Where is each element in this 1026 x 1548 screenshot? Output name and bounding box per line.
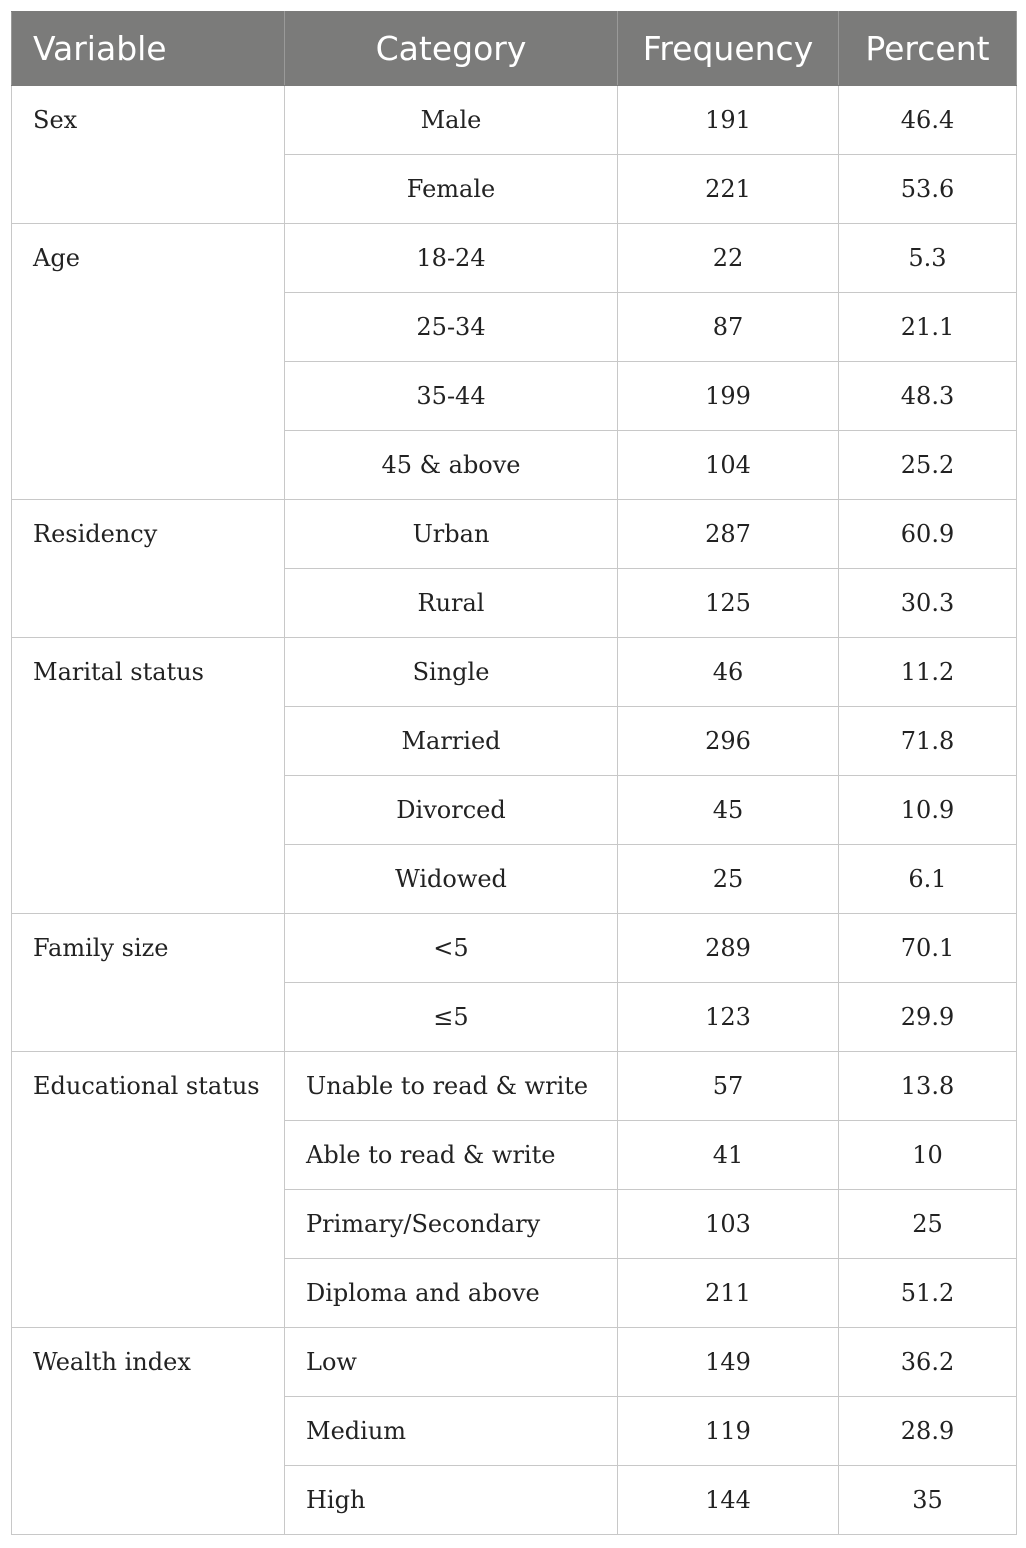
percent-cell: 25.2 [839, 431, 1017, 500]
frequency-cell: 199 [618, 362, 839, 431]
frequency-cell: 211 [618, 1259, 839, 1328]
frequency-cell: 287 [618, 500, 839, 569]
percent-cell: 6.1 [839, 845, 1017, 914]
percent-cell: 60.9 [839, 500, 1017, 569]
category-cell: Able to read & write [285, 1121, 618, 1190]
table-row [12, 1052, 1017, 1121]
category-cell: Widowed [285, 845, 618, 914]
variable-cell: Wealth index [12, 1328, 285, 1535]
percent-cell: 10.9 [839, 776, 1017, 845]
frequency-cell: 87 [618, 293, 839, 362]
category-cell: Low [285, 1328, 618, 1397]
category-cell: High [285, 1466, 618, 1535]
percent-cell: 30.3 [839, 569, 1017, 638]
demographics-table [11, 11, 1017, 1535]
variable-cell: Marital status [12, 638, 285, 914]
percent-cell: 11.2 [839, 638, 1017, 707]
category-cell: Diploma and above [285, 1259, 618, 1328]
percent-cell: 25 [839, 1190, 1017, 1259]
percent-cell: 70.1 [839, 914, 1017, 983]
table-row [12, 86, 1017, 155]
table-row [12, 1328, 1017, 1397]
frequency-cell: 221 [618, 155, 839, 224]
category-cell: Divorced [285, 776, 618, 845]
variable-cell: Age [12, 224, 285, 500]
category-cell: 18-24 [285, 224, 618, 293]
percent-cell: 28.9 [839, 1397, 1017, 1466]
category-cell: Female [285, 155, 618, 224]
frequency-cell: 57 [618, 1052, 839, 1121]
category-cell: 25-34 [285, 293, 618, 362]
header-category: Category [285, 12, 618, 86]
frequency-cell: 45 [618, 776, 839, 845]
percent-cell: 5.3 [839, 224, 1017, 293]
category-cell: <5 [285, 914, 618, 983]
percent-cell: 35 [839, 1466, 1017, 1535]
percent-cell: 21.1 [839, 293, 1017, 362]
category-cell: Married [285, 707, 618, 776]
category-cell: Primary/Secondary [285, 1190, 618, 1259]
percent-cell: 71.8 [839, 707, 1017, 776]
percent-cell: 53.6 [839, 155, 1017, 224]
header-percent: Percent [839, 12, 1017, 86]
percent-cell: 46.4 [839, 86, 1017, 155]
header-variable: Variable [12, 12, 285, 86]
frequency-cell: 25 [618, 845, 839, 914]
frequency-cell: 296 [618, 707, 839, 776]
frequency-cell: 123 [618, 983, 839, 1052]
category-cell: Rural [285, 569, 618, 638]
frequency-cell: 41 [618, 1121, 839, 1190]
frequency-cell: 125 [618, 569, 839, 638]
frequency-cell: 289 [618, 914, 839, 983]
frequency-cell: 46 [618, 638, 839, 707]
percent-cell: 36.2 [839, 1328, 1017, 1397]
category-cell: ≤5 [285, 983, 618, 1052]
frequency-cell: 103 [618, 1190, 839, 1259]
table-body [12, 86, 1017, 1535]
percent-cell: 29.9 [839, 983, 1017, 1052]
header-row [12, 12, 1017, 86]
frequency-cell: 22 [618, 224, 839, 293]
frequency-cell: 119 [618, 1397, 839, 1466]
percent-cell: 51.2 [839, 1259, 1017, 1328]
variable-cell: Educational status [12, 1052, 285, 1328]
table-header [12, 12, 1017, 86]
variable-cell: Family size [12, 914, 285, 1052]
percent-cell: 13.8 [839, 1052, 1017, 1121]
category-cell: Medium [285, 1397, 618, 1466]
table-row [12, 638, 1017, 707]
category-cell: Single [285, 638, 618, 707]
table-row [12, 224, 1017, 293]
category-cell: 35-44 [285, 362, 618, 431]
percent-cell: 48.3 [839, 362, 1017, 431]
category-cell: Unable to read & write [285, 1052, 618, 1121]
percent-cell: 10 [839, 1121, 1017, 1190]
table-row [12, 914, 1017, 983]
table-row [12, 500, 1017, 569]
category-cell: Urban [285, 500, 618, 569]
frequency-cell: 191 [618, 86, 839, 155]
variable-cell: Sex [12, 86, 285, 224]
demographics-table-container [11, 11, 1016, 1535]
header-frequency: Frequency [618, 12, 839, 86]
category-cell: Male [285, 86, 618, 155]
frequency-cell: 144 [618, 1466, 839, 1535]
frequency-cell: 104 [618, 431, 839, 500]
frequency-cell: 149 [618, 1328, 839, 1397]
variable-cell: Residency [12, 500, 285, 638]
category-cell: 45 & above [285, 431, 618, 500]
